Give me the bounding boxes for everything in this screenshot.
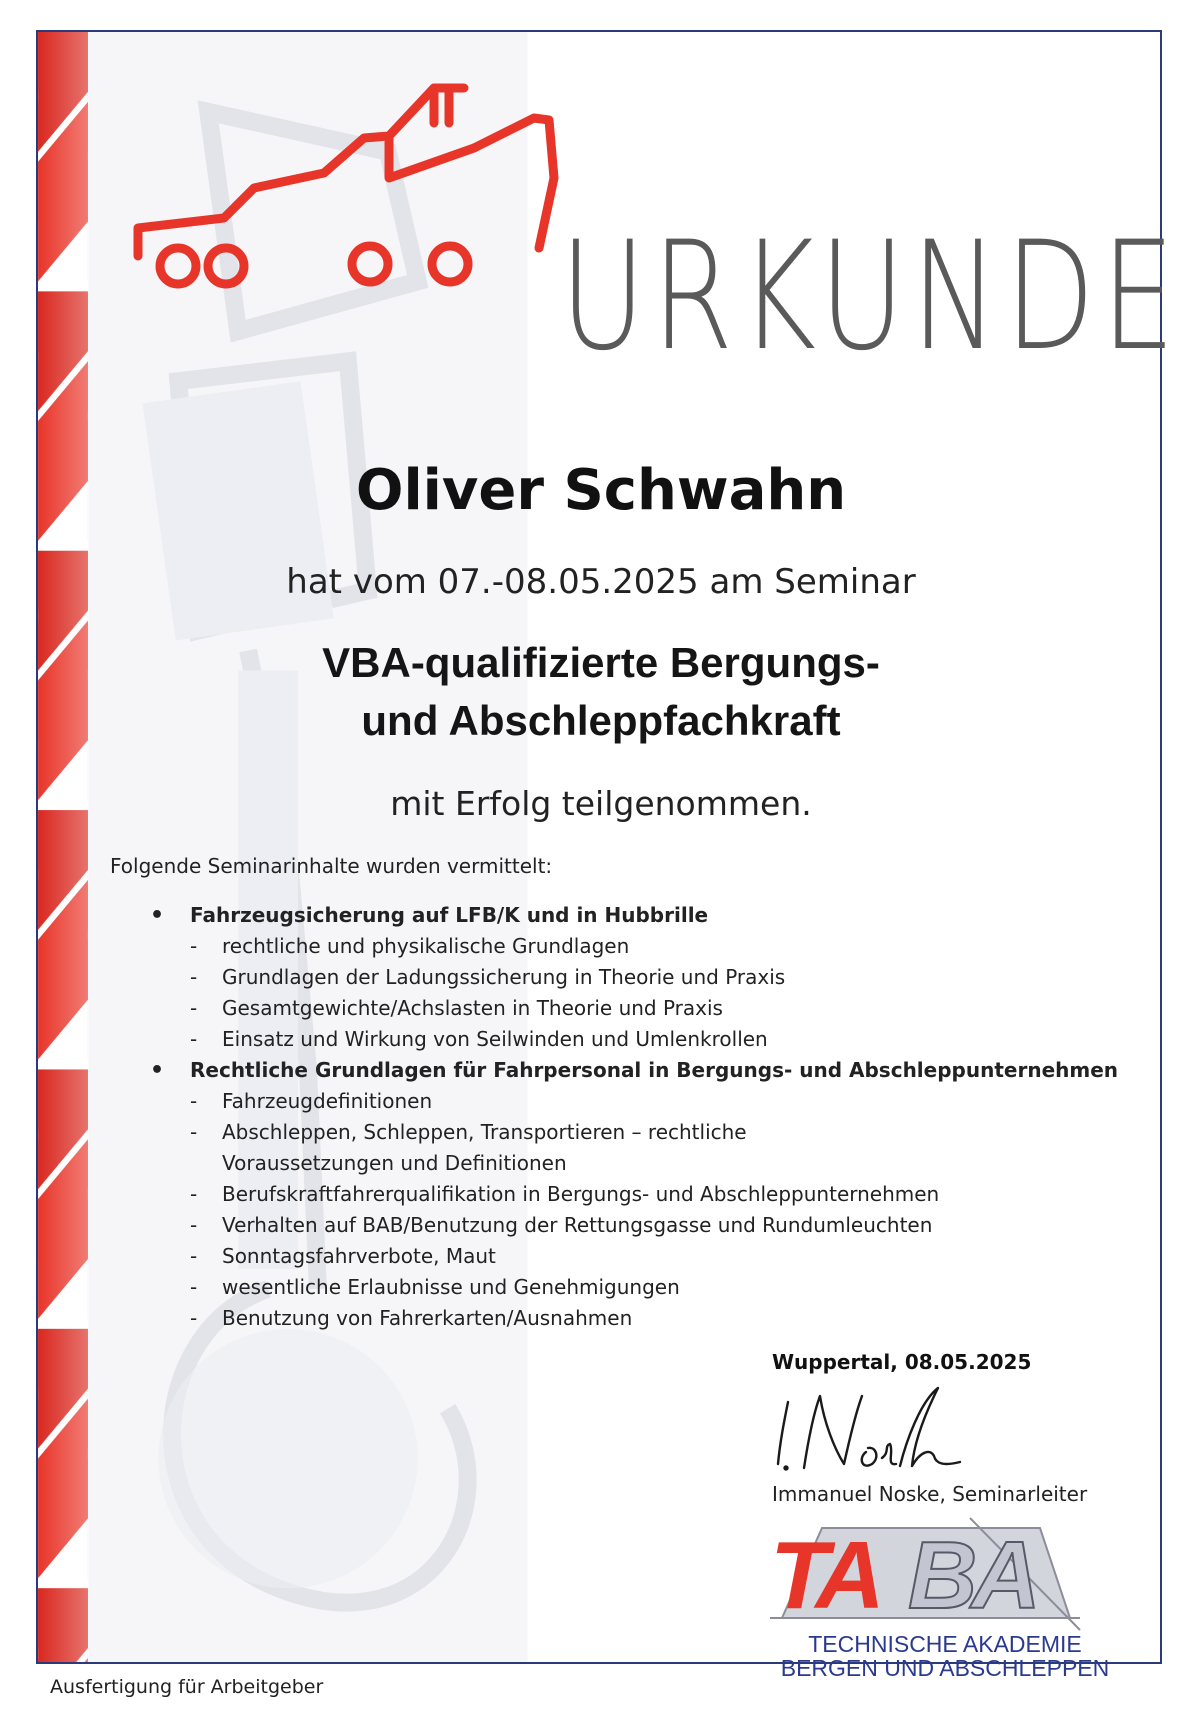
organization-name-line-1: TECHNISCHE AKADEMIE [808,1631,1082,1657]
list-item: - Fahrzeugdefinitionen [190,1089,433,1113]
red-stripe-border [38,32,88,1662]
contents-intro: Folgende Seminarinhalte wurden vermittelt: [110,854,553,878]
svg-text:BA: BA [908,1522,1035,1629]
organization-name [780,1632,1110,1680]
course-title [38,634,1164,750]
list-item: - wesentliche Erlaubnisse und Genehmigungen [190,1275,680,1299]
list-item: - Einsatz und Wirkung von Seilwinden und Umlenkrollen [190,1027,768,1051]
recipient-name: Oliver Schwahn [355,458,847,523]
attendance-statement: hat vom 07.-08.05.2025 am Seminar [286,562,916,602]
section-heading: • Fahrzeugsicherung auf LFB/K und in Hubbrille [150,900,1130,931]
list-item: - Abschleppen, Schleppen, Transportieren – rechtliche [190,1120,747,1144]
list-item: - Verhalten auf BAB/Benutzung der Rettungsgasse und Rundumleuchten [190,1213,933,1237]
organization-name-line-2: BERGEN UND ABSCHLEPPEN [780,1655,1110,1681]
list-item: - Gesamtgewichte/Achslasten in Theorie und Praxis [190,996,723,1020]
svg-text:TA: TA [770,1522,879,1629]
seminar-contents-list [150,900,1130,1334]
document-title: URKUNDE [560,210,1182,384]
success-statement: mit Erfolg teilgenommen. [390,784,812,823]
list-item-continuation: Voraussetzungen und Definitionen [222,1151,567,1175]
list-item: - Grundlagen der Ladungssicherung in Theorie und Praxis [190,965,786,989]
taba-logo [770,1522,1080,1634]
handwritten-signature [774,1382,974,1477]
certificate-frame [36,30,1182,1681]
signer-name: Immanuel Noske, Seminarleiter [772,1482,1088,1506]
tow-truck-logo-icon [134,58,614,308]
copy-note: Ausfertigung für Arbeitgeber [50,1676,324,1698]
list-item: - Sonntagsfahrverbote, Maut [190,1244,496,1268]
list-item: - rechtliche und physikalische Grundlagen [190,934,630,958]
list-item: - Berufskraftfahrerqualifikation in Bergungs- und Abschleppunternehmen [190,1182,940,1206]
list-item: - Benutzung von Fahrerkarten/Ausnahmen [190,1306,633,1330]
course-title-line-1: VBA-qualifizierte Bergungs- [322,639,880,686]
section-heading: • Rechtliche Grundlagen für Fahrpersonal in Bergungs- und Abschleppunternehmen [150,1055,1130,1086]
place-and-date: Wuppertal, 08.05.2025 [772,1350,1032,1374]
course-title-line-2: und Abschleppfachkraft [361,697,841,744]
